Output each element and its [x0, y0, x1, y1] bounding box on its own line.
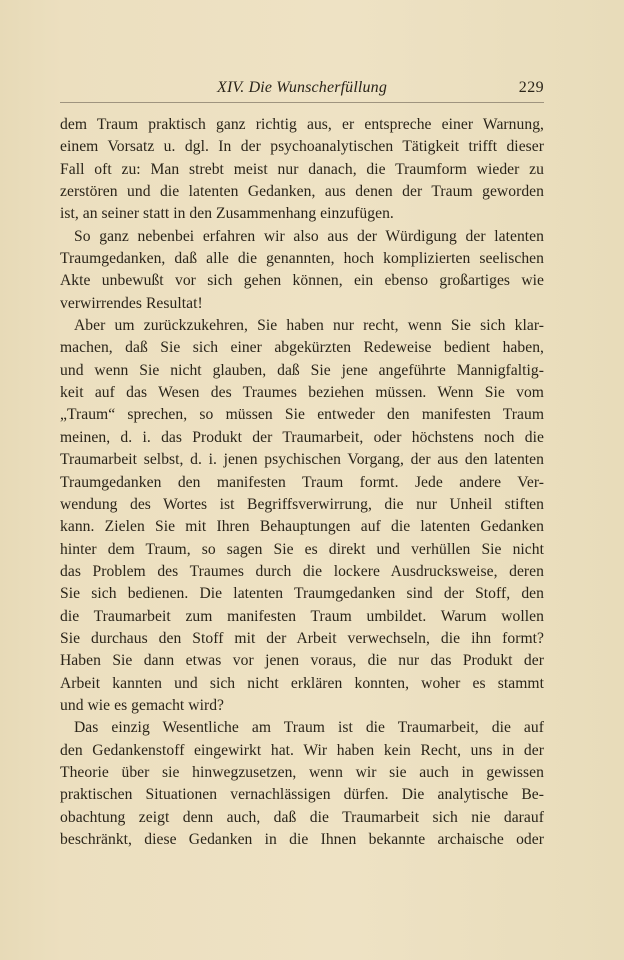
text-line: Arbeit kannten und sich nicht erklären konnten, woher es stammt	[60, 674, 544, 692]
text-line: Traumgedanken, daß alle die genannten, hoch komplizierten seelischen	[60, 250, 544, 268]
text-line: und wie es gemacht wird?	[60, 696, 225, 714]
header-rule	[60, 102, 544, 103]
text-line: obachtung zeigt denn auch, daß die Traumarbeit sich nie darauf	[60, 808, 544, 826]
text-line: Traumarbeit selbst, d. i. jenen psychischen Vorgang, der aus den latenten	[60, 451, 544, 469]
text-line: wendung des Wortes ist Begriffsverwirrung, die nur Unheil stiften	[60, 495, 544, 513]
text-line: keit auf das Wesen des Traumes beziehen müssen. Wenn Sie vom	[60, 384, 544, 402]
text-line: kann. Zielen Sie mit Ihren Behauptungen auf die latenten Gedanken	[60, 518, 544, 536]
text-line: verwirrendes Resultat!	[60, 294, 203, 312]
text-line: praktischen Situationen vernachlässigen dürfen. Die analytische Be-	[60, 786, 544, 804]
running-title: XIV. Die Wunscherfüllung	[217, 79, 387, 96]
body-text	[60, 114, 544, 851]
text-line: machen, daß Sie sich einer abgekürzten Redeweise bedient haben,	[60, 339, 544, 357]
text-line: „Traum“ sprechen, so müssen Sie entweder den manifesten Traum	[60, 406, 544, 424]
text-line: Aber um zurückzukehren, Sie haben nur recht, wenn Sie sich klar-	[74, 317, 544, 335]
text-line: zerstören und die latenten Gedanken, aus denen der Traum geworden	[60, 183, 544, 201]
text-line: Das einzig Wesentliche am Traum ist die Traumarbeit, die auf	[74, 719, 544, 737]
text-line: dem Traum praktisch ganz richtig aus, er entspreche einer Warnung,	[60, 116, 544, 133]
text-line: einem Vorsatz u. dgl. In der psychoanalytischen Tätigkeit trifft dieser	[60, 138, 544, 156]
text-line: meinen, d. i. das Produkt der Traumarbeit, oder höchstens noch die	[60, 428, 544, 446]
text-line: Fall oft zu: Man strebt meist nur danach, die Traumform wieder zu	[60, 160, 544, 178]
text-line: Sie sich bedienen. Die latenten Traumgedanken sind der Stoff, den	[60, 585, 544, 603]
text-line: Theorie über sie hinwegzusetzen, wenn wir sie auch in gewissen	[60, 763, 544, 781]
page-number: 229	[518, 79, 544, 96]
text-line: die Traumarbeit zum manifesten Traum umbildet. Warum wollen	[60, 607, 544, 625]
text-line: den Gedankenstoff eingewirkt hat. Wir haben kein Recht, uns in der	[60, 741, 544, 759]
text-line: das Problem des Traumes durch die lockere Ausdrucksweise, deren	[60, 562, 544, 580]
text-line: ist, an seiner statt in den Zusammenhang einzufügen.	[60, 205, 394, 223]
text-line: und wenn Sie nicht glauben, daß Sie jene angeführte Mannigfaltig-	[60, 361, 544, 379]
text-line: beschränkt, diese Gedanken in die Ihnen bekannte archaische oder	[60, 831, 544, 848]
text-line: Traumgedanken den manifesten Traum formt. Jede andere Ver-	[60, 473, 544, 491]
text-line: hinter dem Traum, so sagen Sie es direkt und verhüllen Sie nicht	[60, 540, 544, 558]
text-line: Haben Sie dann etwas vor jenen voraus, die nur das Produkt der	[60, 652, 544, 670]
text-line: Sie durchaus den Stoff mit der Arbeit verwechseln, die ihn formt?	[60, 629, 544, 647]
text-line: Akte unbewußt vor sich gehen können, ein ebenso großartiges wie	[60, 272, 544, 290]
text-line: So ganz nebenbei erfahren wir also aus der Würdigung der latenten	[74, 227, 544, 245]
running-header	[60, 79, 544, 99]
